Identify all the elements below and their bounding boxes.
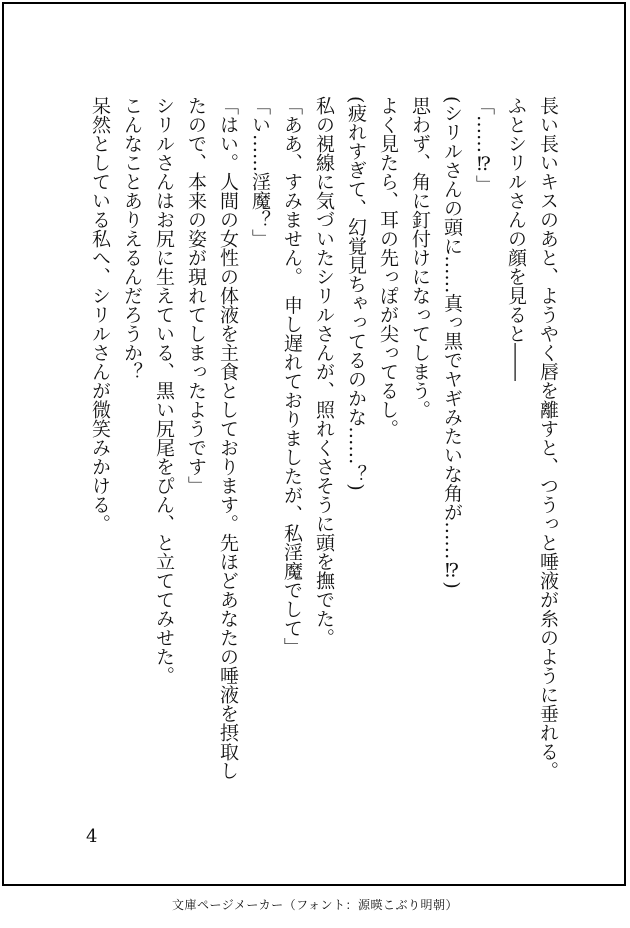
text-line: よく見たら、耳の先っぽが尖ってるし。: [377, 96, 399, 438]
footer-caption: 文庫ページメーカー（フォント：源暎こぶり明朝）: [171, 898, 459, 912]
text-line: 呆然としている私へ、シリルさんが微笑みかける。: [89, 96, 111, 533]
page-number: 4: [86, 826, 98, 847]
text-line: 長い長いキスのあと、ようやく唇を離すと、つうっと唾液が糸のように垂れる。: [537, 96, 559, 780]
text-line: (シリルさんの頭に……真っ黒でヤギみたいな角が……⁉): [441, 96, 463, 589]
text-line: 思わず、角に釘付けになってしまう。: [409, 96, 431, 419]
text-line: 私の視線に気づいたシリルさんが、照れくさそうに頭を撫でた。: [313, 96, 335, 647]
text-line: ふとシリルさんの顔を見ると――: [505, 96, 527, 381]
vertical-text-body: [84, 96, 564, 796]
text-line: こんなことありえるんだろうか？: [121, 96, 143, 381]
text-line: (疲れすぎて、幻覚見ちゃってるのかな……？): [345, 96, 367, 491]
text-line: 「ああ、すみません。 申し遅れておりましたが、私淫魔でして」: [281, 96, 303, 657]
text-line: 「はい。人間の女性の体液を主食としております。先ほどあなたの唾液を摂取し: [217, 96, 239, 780]
text-line: たので、本来の姿が現れてしまったようです」: [185, 96, 207, 495]
text-line: 「い……淫魔？」: [249, 96, 271, 248]
page-frame: [2, 2, 626, 886]
text-line: シリルさんはお尻に生えている、黒い尻尾をぴん、と立ててみせた。: [153, 96, 175, 685]
text-line: 「……⁉」: [473, 96, 495, 194]
